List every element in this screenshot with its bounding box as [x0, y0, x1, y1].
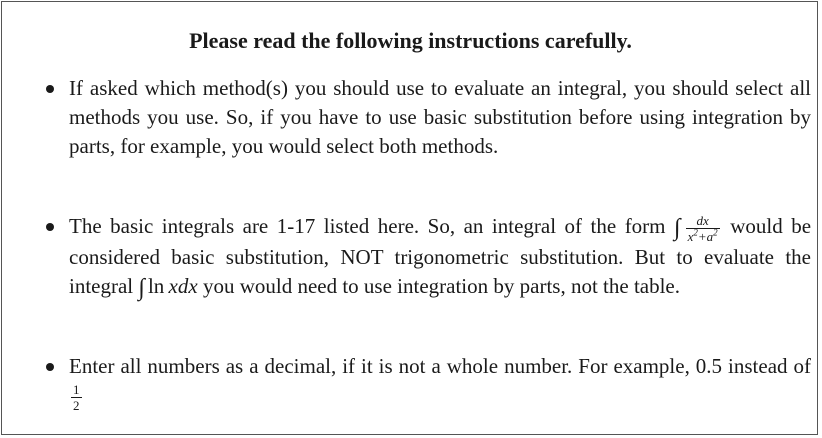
exponent: 2 — [713, 227, 718, 238]
fraction-denominator — [686, 229, 720, 243]
instruction-text-method: If asked which method(s) you should use to evaluate an integral, you should select all methods you use. So, if you have to use basic substitution before using integration by parts, for example, you would select both methods. — [69, 76, 811, 159]
fraction-numerator: 1 — [73, 381, 80, 397]
instruction-text-part: Enter all numbers as a decimal, if it is not a whole number. For example, 0.5 instead of — [69, 354, 811, 378]
fraction-one-half — [71, 383, 82, 412]
fraction-dx-over-x2-plus-a2 — [686, 214, 720, 243]
instruction-text-part: would be considered basic substitution, NOT trigonometric substitution. But to evaluate the integral — [69, 214, 812, 298]
bullet-icon — [46, 85, 54, 93]
instruction-text-part: you would need to use integration by parts, not the table. — [202, 273, 681, 298]
den-plus-a: +a — [697, 228, 714, 244]
instruction-text-basic-integrals — [69, 212, 811, 301]
integral-sign: ∫ — [138, 274, 145, 301]
den-x: x — [687, 228, 694, 244]
exponent: 2 — [693, 227, 698, 238]
instruction-text-part: The basic integrals are 1-17 listed here. So, an integral of the form — [69, 214, 666, 238]
bullet-icon — [46, 223, 54, 231]
ln-argument: xdx — [168, 273, 198, 298]
integral-sign: ∫ — [674, 215, 681, 241]
bullet-icon — [46, 363, 54, 371]
fraction-denominator: 2 — [73, 397, 80, 413]
fraction-numerator: dx — [686, 214, 720, 229]
instruction-text-decimal — [69, 352, 811, 412]
ln-function: ln — [147, 273, 165, 298]
instructions-title: Please read the following instructions carefully. — [189, 28, 632, 53]
instructions-box — [1, 1, 818, 435]
